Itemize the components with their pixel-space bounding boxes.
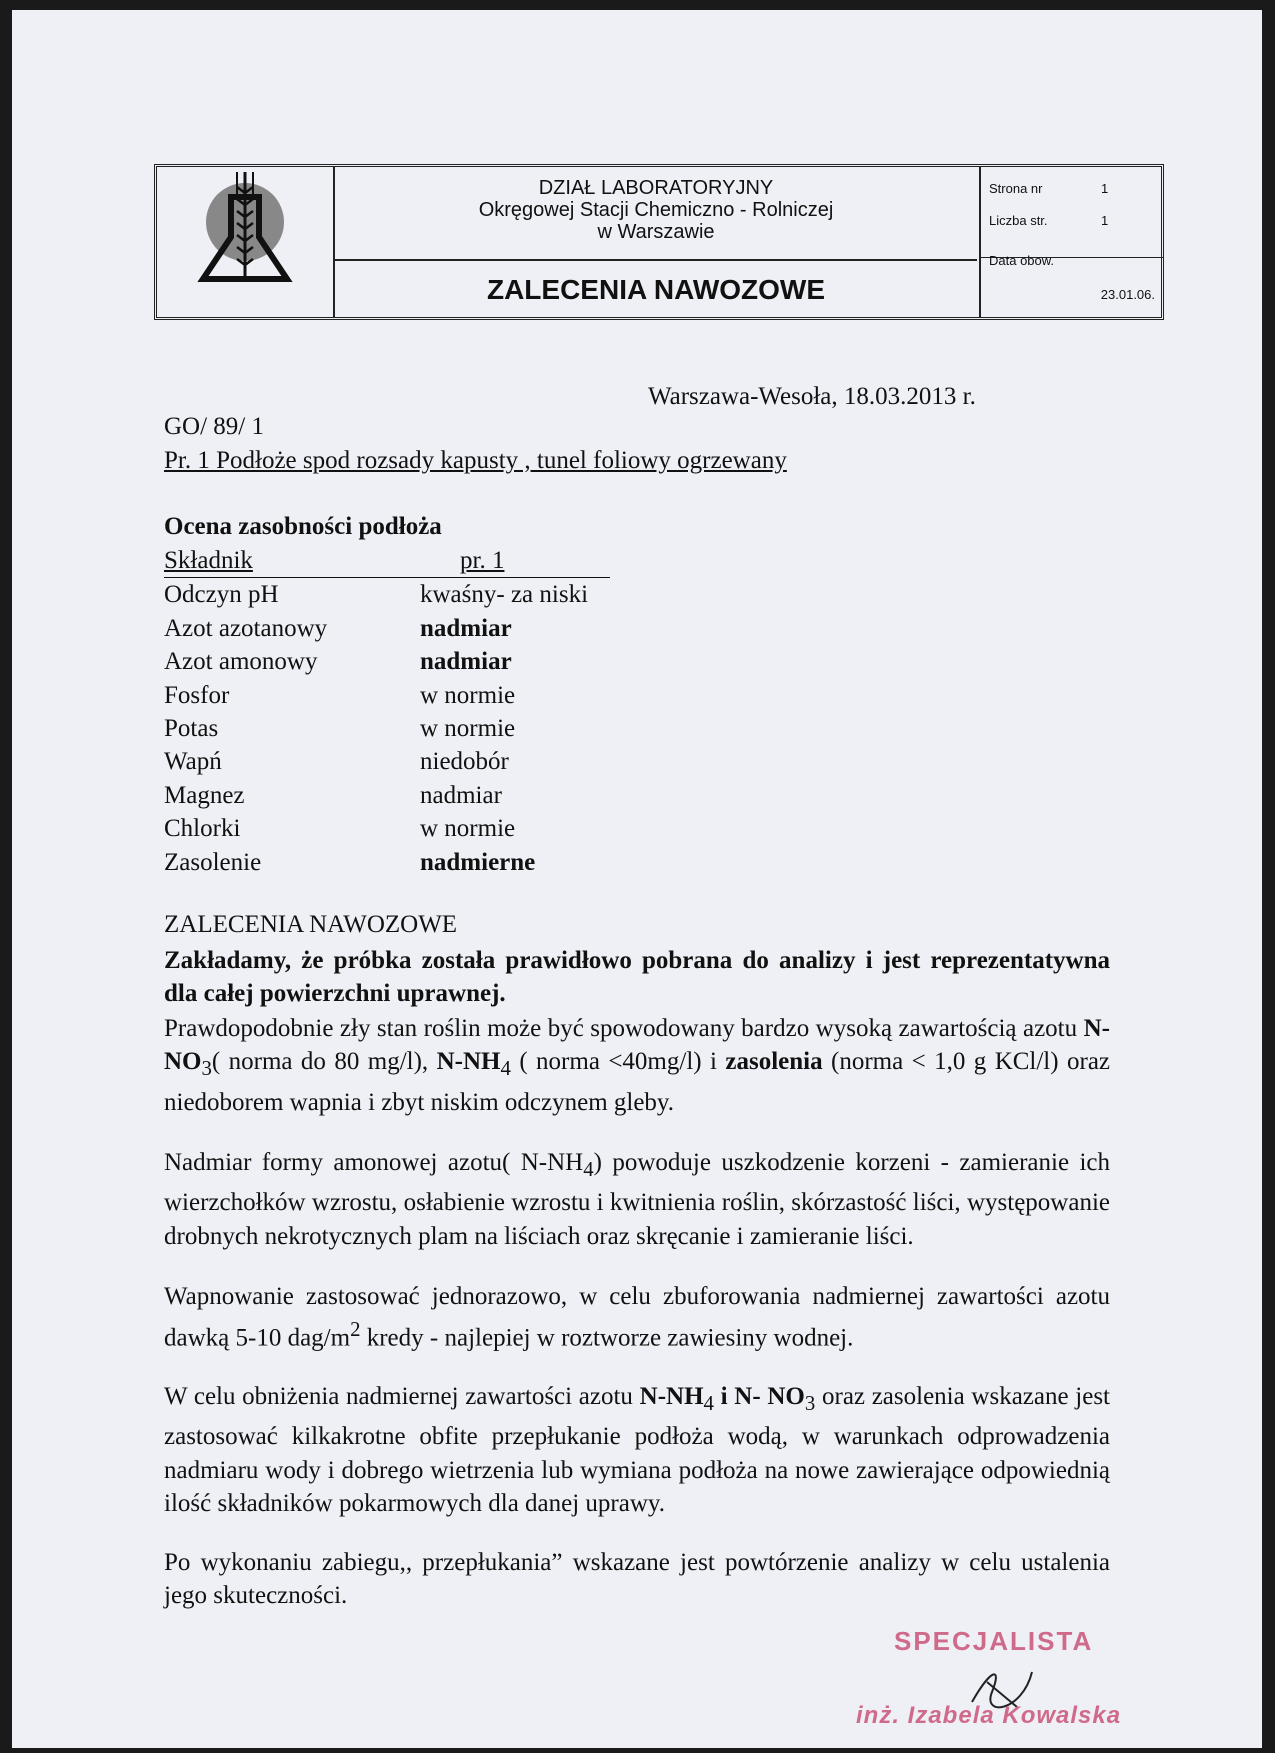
stamp-name: inż. Izabela Kowalska [856, 1702, 1122, 1729]
row-component: Potas [164, 714, 219, 742]
recs-intro: Zakładamy, że próbka została prawidłowo pobrana do analizy i jest reprezentatywna dla całej powierzchni uprawnej. [164, 947, 1110, 1008]
row-result: nadmiar [420, 614, 512, 642]
row-result: w normie [420, 714, 516, 742]
sample-description: Pr. 1 Podłoże spod rozsady kapusty , tunel foliowy ogrzewany [164, 447, 787, 474]
recs-heading: ZALECENIA NAWOZOWE [164, 911, 458, 938]
station-name: Okręgowej Stacji Chemiczno - Rolniczej [478, 199, 834, 221]
row-result: nadmiar [420, 648, 512, 676]
table-row [164, 578, 610, 611]
reference-number: GO/ 89/ 1 [164, 413, 264, 440]
row-result: nadmierne [420, 848, 536, 876]
recs-paragraph-1: Prawdopodobnie zły stan roślin może być spowodowany bardzo wysoką zawartością azotu N- $NO_3$( norma do 80 mg/l), $N-NH_4$ ( norma <40mg/l) i zasolenia (norma < 1,0 g KCl/l) oraz niedoborem wapnia i zbyt niskim odczynem gleby. [164, 1015, 1111, 1116]
letterhead-table [154, 164, 1164, 320]
document-page [12, 10, 1262, 1748]
logo-cell [157, 167, 335, 317]
table-row [164, 812, 610, 845]
row-component: Zasolenie [164, 848, 262, 876]
col-component: Składnik [164, 547, 253, 574]
row-component: Wapń [164, 748, 222, 776]
row-component: Fosfor [164, 681, 230, 709]
page-no-label: Strona nr [989, 181, 1043, 196]
assessment-table [164, 544, 610, 879]
city-name: w Warszawie [597, 221, 715, 243]
row-result: niedobór [420, 748, 509, 776]
recs-paragraph-4: W celu obniżenia nadmiernej zawartości azotu $N-NH_4$ i N- $NO_3$ oraz zasolenia wskazane jest zastosować kilkakrotne obfite przepłukanie podłoża wodą, w warunkach odprowadzenia nadmiaru wody i dobrego wietrzenia lub wymiana podłoża na nowe zawierające odpowiednią ilość składników pokarmowych dla danej uprawy. [164, 1383, 1110, 1518]
row-component: Chlorki [164, 815, 241, 843]
page-count-label: Liczba str. [989, 213, 1048, 228]
institution-name [335, 167, 977, 261]
recs-paragraph-2: Nadmiar formy amonowej azotu( $N-NH_4$) powoduje uszkodzenie korzeni - zamieranie ich wierzchołków wzrostu, osłabienie wzrostu i kwitnienia roślin, skórzastość liści, występowanie drobnych nekrotycznych plam na liściach oraz skręcanie i zamieranie liści. [164, 1149, 1110, 1250]
stamp-title: SPECJALISTA [894, 1626, 1094, 1656]
row-component: Odczyn pH [164, 581, 279, 609]
table-row [164, 846, 610, 879]
assessment-heading: Ocena zasobności podłoża [164, 513, 442, 540]
table-row [164, 612, 610, 645]
table-row [164, 679, 610, 712]
dept-name: DZIAŁ LABORATORYJNY [538, 177, 774, 199]
col-sample: pr. 1 [460, 547, 505, 574]
header-title: ZALECENIA NAWOZOWE [486, 274, 826, 305]
row-result: w normie [420, 681, 516, 709]
recs-paragraph-3: Wapnowanie zastosować jednorazowo, w celu zbuforowania nadmiernej zawartości azotu dawką 5-10 dag/$m^2$ kredy - najlepiej w roztworze zawiesiny wodnej. [164, 1283, 1110, 1352]
row-result: nadmiar [420, 781, 502, 809]
row-component: Magnez [164, 781, 245, 809]
page-count-value: 1 [1101, 213, 1109, 228]
recs-paragraph-5: Po wykonaniu zabiegu,, przepłukania” wskazane jest powtórzenie analizy w celu ustalenia jego skuteczności. [164, 1549, 1110, 1610]
institution-logo [157, 167, 333, 317]
table-header [164, 544, 610, 578]
valid-date-value: 23.01.06. [1100, 287, 1155, 302]
table-row [164, 645, 610, 678]
table-row [164, 745, 610, 778]
valid-date-label: Data obow. [989, 253, 1055, 268]
table-row [164, 712, 610, 745]
row-component: Azot amonowy [164, 648, 318, 676]
row-result: kwaśny- za niski [420, 581, 589, 609]
row-result: w normie [420, 815, 516, 843]
place-date: Warszawa-Wesoła, 18.03.2013 r. [648, 383, 976, 410]
row-component: Azot azotanowy [164, 614, 328, 642]
table-row [164, 779, 610, 812]
doc-meta [979, 167, 1163, 317]
page-no-value: 1 [1101, 181, 1109, 196]
